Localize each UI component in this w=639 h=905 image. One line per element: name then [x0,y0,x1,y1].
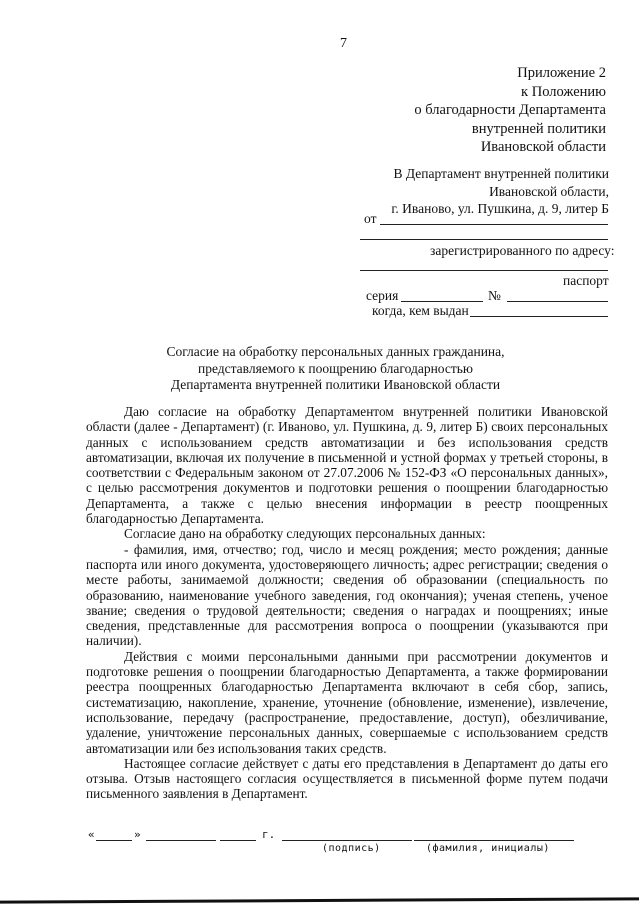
year-line [220,840,256,841]
name-line [414,840,574,841]
document-title [0,344,639,394]
series-label: серия [366,288,399,303]
paragraph: Действия с моими персональными данными при рассмотрении документов и подготовке решения о поощрении благодарностью Департамента, а также формировании реестра поощренных благодарностью Департамента включают в себя сбор, запись, систематизацию, накопление, хранение, уточнение (обновление, изменение), извлечение, использование, передачу (распространение, предоставление, доступ), обезличивание, удаление, уничтожение персональных данных, совершаемые с использованием средств автоматизации или без использования таких средств. [86,648,608,756]
signature-line [282,840,412,841]
month-line [146,840,216,841]
addressee-line: г. Иваново, ул. Пушкина, д. 9, литер Б [391,201,609,216]
signature-caption: (подпись) [322,843,381,854]
appendix-line: к Положению [521,83,606,100]
from-label: от [364,211,377,226]
passport-label: паспорт [563,273,609,288]
paragraph: Даю согласие на обработку Департаментом внутренней политики Ивановской области (далее - Департамент) (г. Иваново, ул. Пушкина, д. 9, литер Б) своих персональных данных с использованием средств автоматизации и без использования средств автоматизации, включая их получение в письменной и устной формах у третьей стороны, в соответствии с Федеральным законом от 27.07.2006 № 152-ФЗ «О персональных данных», с целью рассмотрения документов и подготовки решения о поощрении благодарностью Департамента, а также с целью внесения информации в реестр поощренных благодарностью Департамента. [86,404,608,527]
number-line [507,301,608,302]
from-line [380,224,608,225]
page-number: 7 [340,36,347,51]
appendix-header [414,64,606,157]
appendix-line: Приложение 2 [517,65,606,81]
appendix-line: Ивановской области [480,139,606,156]
addressee-block [391,165,609,218]
consent-body [86,404,608,802]
quote-close: » [134,828,141,841]
addressee-line: Ивановской области, [489,183,609,199]
paragraph: Настоящее согласие действует с даты его представления в Департамент до даты его отзыва. Отзыв настоящего согласия осуществляется в письменной форме путем подачи письменного заявления в Департамент. [86,755,608,802]
appendix-line: о благодарности Департамента [414,102,606,119]
paragraph: - фамилия, имя, отчество; год, число и месяц рождения; место рождения; данные паспорта или иного документа, удостоверяющего личность; адрес регистрации; сведения о месте работы, занимаемой должности; сведения об образовании (специальность по образованию, наименование учебного заведения, год окончания); ученая степень, ученое звание; сведения о трудовой деятельности; сведения о наградах и поощрениях; иные сведения, представленные для рассмотрения вопроса о поощрении (указываются при наличии). [86,541,608,649]
from-line-2 [360,239,608,240]
title-line: представляемого к поощрению благодарностью [197,360,474,376]
issued-label: когда, кем выдан [372,303,469,318]
title-line: Согласие на обработку персональных данных гражданина, [166,344,505,359]
year-label: г. [262,828,276,841]
issued-line [470,316,608,317]
address-line [360,270,608,271]
number-label: № [488,288,501,303]
day-line [96,840,132,841]
paragraph: Согласие дано на обработку следующих персональных данных: [124,526,486,542]
name-caption: (фамилия, инициалы) [426,843,550,854]
quote-open: « [88,828,95,841]
appendix-line: внутренней политики [471,120,606,137]
title-line: Департамента внутренней политики Ивановской области [170,377,501,392]
registered-label: зарегистрированного по адресу: [430,243,615,258]
series-line [401,301,483,302]
addressee-line: В Департамент внутренней политики [393,166,609,181]
scan-edge [0,897,639,903]
